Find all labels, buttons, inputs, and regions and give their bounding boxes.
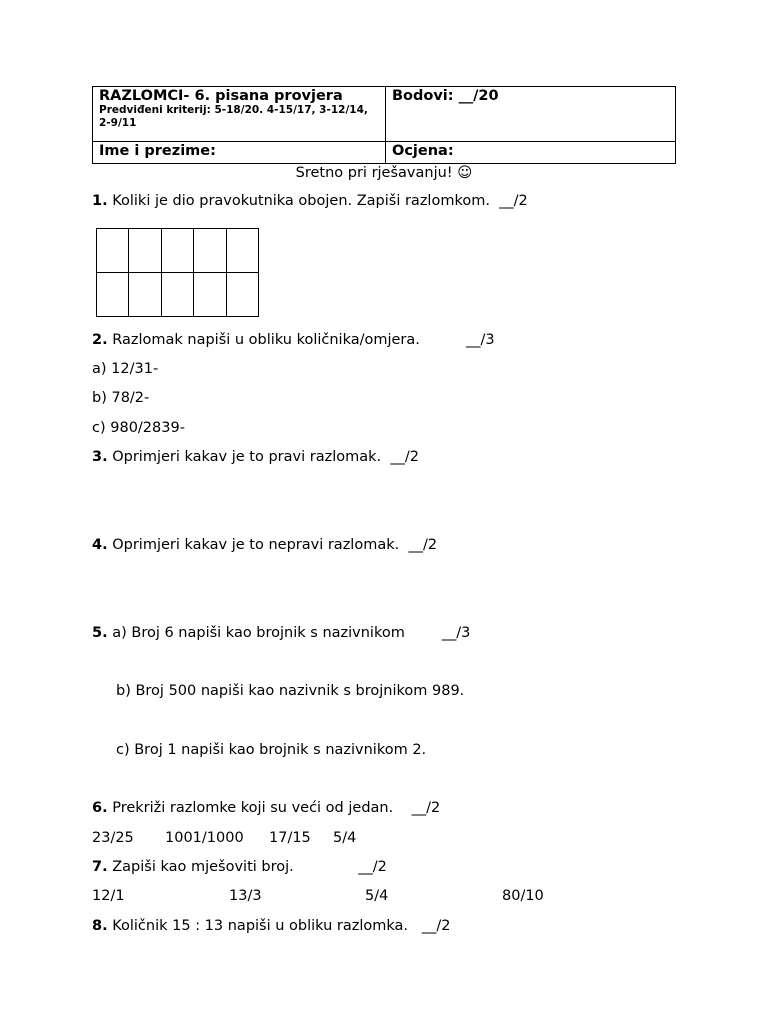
fraction-item: 12/1 xyxy=(92,888,125,904)
question-7 xyxy=(92,858,387,876)
question-text: Količnik 15 : 13 napiši u obliku razlomka. __/2 xyxy=(107,918,451,934)
question-2-a: a) 12/31- xyxy=(92,361,159,377)
question-number: 3. xyxy=(92,449,108,465)
title-cell xyxy=(93,87,386,142)
grid-cell xyxy=(161,273,193,317)
grid-cell xyxy=(97,273,129,317)
grid-cell xyxy=(226,229,258,273)
fraction-item: 1001/1000 xyxy=(165,830,244,846)
grid-cell xyxy=(194,229,226,273)
fraction-item: 5/4 xyxy=(365,888,389,904)
question-2-b: b) 78/2- xyxy=(92,390,150,406)
question-number: 2. xyxy=(92,332,108,348)
question-text: Prekriži razlomke koji su veći od jedan. __/2 xyxy=(107,800,441,816)
fraction-item: 5/4 xyxy=(333,830,357,846)
question-text: Razlomak napiši u obliku količnika/omjera. __/3 xyxy=(107,332,495,348)
grade-label: Ocjena: xyxy=(392,142,454,159)
greeting: Sretno pri rješavanju! ☺ xyxy=(295,165,473,181)
question-8 xyxy=(92,917,450,935)
question-text: Zapiši kao mješoviti broj. __/2 xyxy=(107,859,387,875)
question-text: Koliki je dio pravokutnika obojen. Zapiši razlomkom. __/2 xyxy=(107,193,528,209)
fraction-item: 80/10 xyxy=(502,888,544,904)
question-6 xyxy=(92,799,440,817)
fraction-item: 23/25 xyxy=(92,830,134,846)
grid-cell xyxy=(129,229,161,273)
question-5 xyxy=(92,624,470,642)
points-label: Bodovi: __/20 xyxy=(392,88,499,104)
points-cell xyxy=(386,87,676,142)
question-4 xyxy=(92,536,437,554)
name-cell xyxy=(93,141,386,163)
question-5-c: c) Broj 1 napiši kao brojnik s nazivnikom 2. xyxy=(116,742,427,758)
question-number: 8. xyxy=(92,918,108,934)
fraction-item: 13/3 xyxy=(229,888,262,904)
fraction-item: 17/15 xyxy=(269,830,311,846)
question-text: Oprimjeri kakav je to nepravi razlomak. __/2 xyxy=(107,537,438,553)
question-2 xyxy=(92,331,495,349)
question-1 xyxy=(92,192,528,210)
grid-cell xyxy=(194,273,226,317)
question-number: 6. xyxy=(92,800,108,816)
question-text: a) Broj 6 napiši kao brojnik s nazivnikom __/3 xyxy=(107,625,471,641)
header-table xyxy=(92,86,676,164)
question-5-b: b) Broj 500 napiši kao nazivnik s brojnikom 989. xyxy=(116,683,465,699)
name-label: Ime i prezime: xyxy=(99,142,216,159)
question-number: 1. xyxy=(92,193,108,209)
question-2-c: c) 980/2839- xyxy=(92,420,185,436)
grid-cell xyxy=(226,273,258,317)
grid-cell xyxy=(97,229,129,273)
question-number: 7. xyxy=(92,859,108,875)
grade-cell xyxy=(386,141,676,163)
question-number: 5. xyxy=(92,625,108,641)
rectangle-grid xyxy=(96,228,259,317)
question-text: Oprimjeri kakav je to pravi razlomak. __/2 xyxy=(107,449,419,465)
grading-criteria: Predviđeni kriterij: 5-18/20. 4-15/17, 3-12/14, 2-9/11 xyxy=(99,104,368,129)
question-3 xyxy=(92,448,419,466)
test-title: RAZLOMCI- 6. pisana provjera xyxy=(99,88,343,104)
grid-cell xyxy=(129,273,161,317)
grid-cell xyxy=(161,229,193,273)
question-number: 4. xyxy=(92,537,108,553)
